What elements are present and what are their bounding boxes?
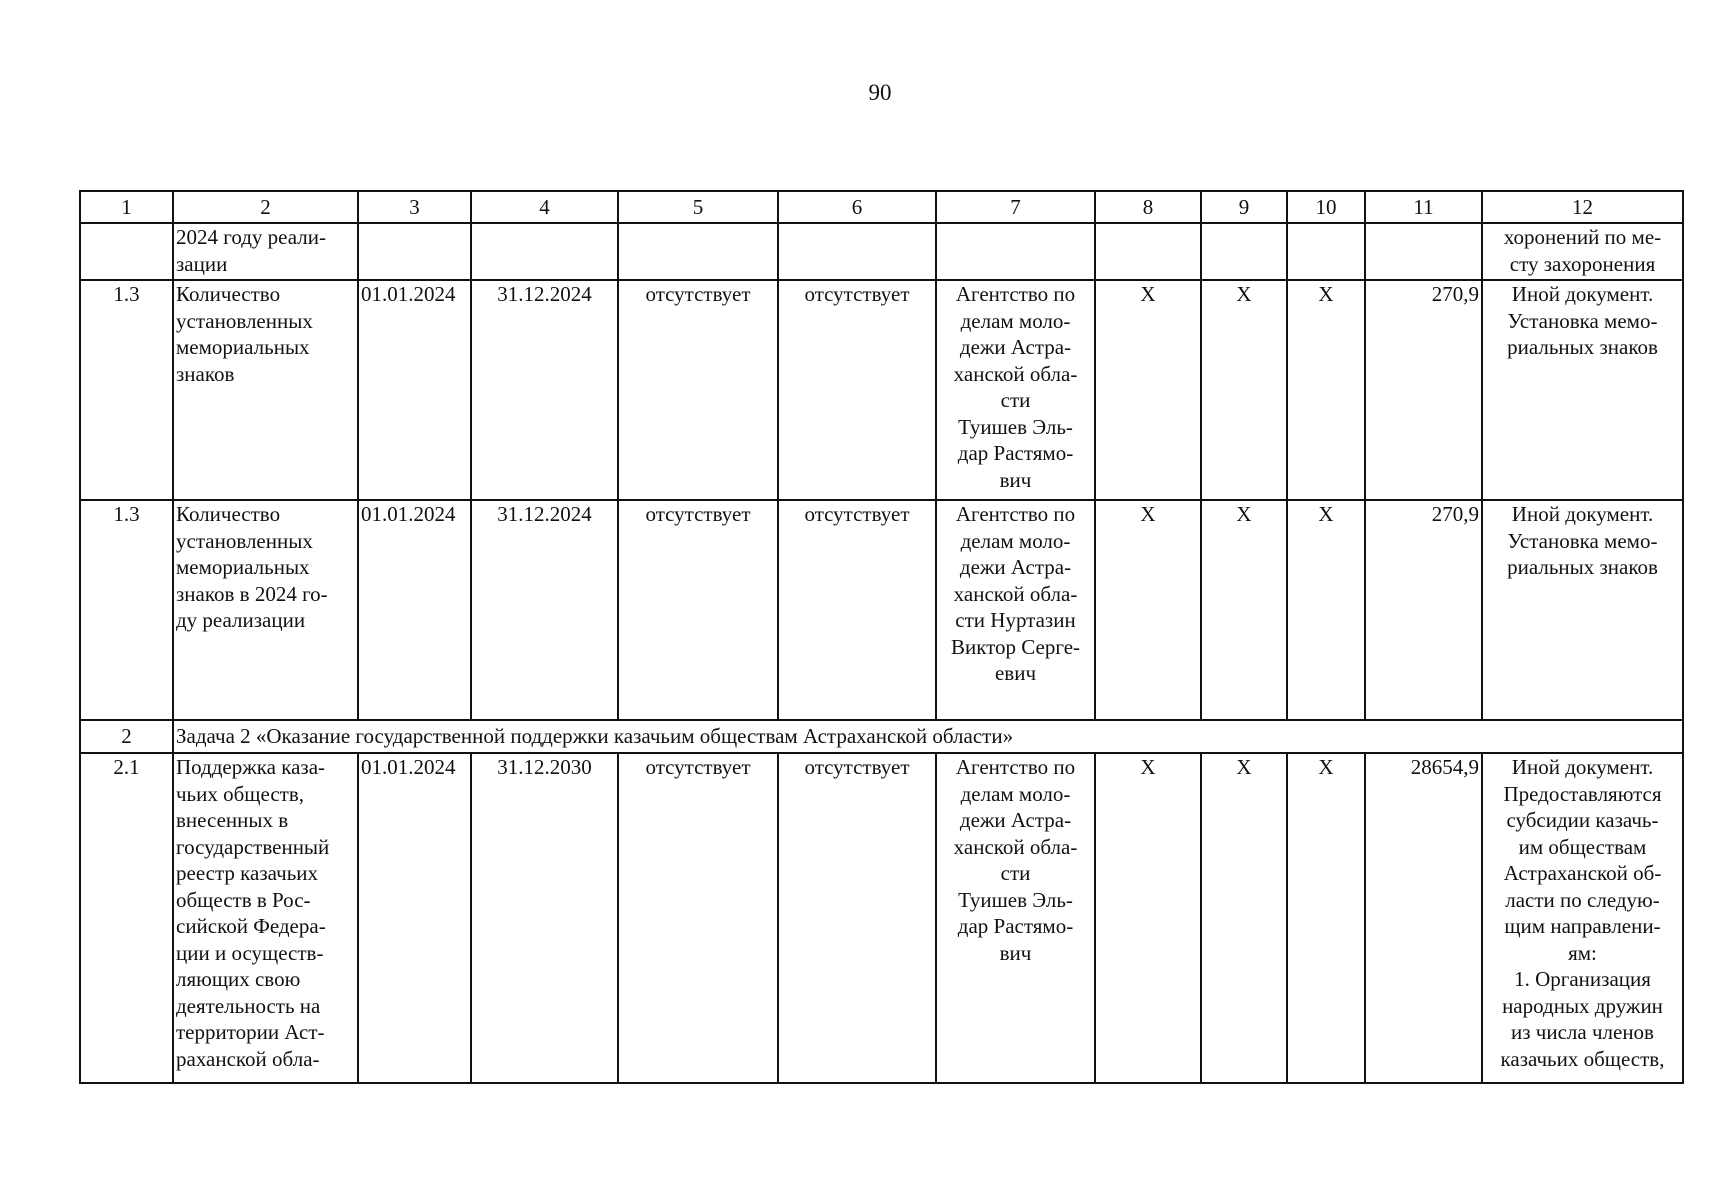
text-line: дар Растямо- [957,441,1074,465]
text-line: Количество [176,282,281,306]
text-line: 1. Организация [1514,967,1651,991]
text-line: ляющих свою [176,967,301,991]
text-line: делам моло- [960,308,1071,333]
col9-value: X [1201,753,1287,1083]
empty-cell [80,223,173,280]
row-number: 1.3 [80,500,173,720]
col9-value: X [1201,280,1287,500]
text-line: ям: [1568,940,1597,965]
column-number: 2 [173,191,358,223]
start-date: 01.01.2024 [358,500,471,720]
text-line: Иной документ. [1511,755,1654,779]
executor-cell [936,753,1095,1083]
col5-value: отсутствует [618,280,778,500]
text-line: Установка мемо- [1507,308,1658,333]
text-line: раханской обла- [176,1046,320,1071]
text-line: 2024 году реали- [176,225,326,249]
col10-value: X [1287,753,1365,1083]
text-line: Виктор Серге- [950,634,1081,659]
end-date: 31.12.2024 [471,280,618,500]
text-line: чьих обществ, [176,781,304,806]
row-number: 2.1 [80,753,173,1083]
text-line: Иной документ. [1511,282,1654,306]
text-line: сти [1000,388,1031,412]
text-line: ции и осуществ- [176,940,324,965]
column-number: 7 [936,191,1095,223]
amount-value: 270,9 [1365,500,1482,720]
col8-value: X [1095,753,1201,1083]
note-cell [1482,753,1683,1083]
text-line: щим направлени- [1504,914,1661,938]
text-line: казачьих обществ, [1500,1046,1665,1071]
start-date: 01.01.2024 [358,753,471,1083]
text-line: субсидии казачь- [1506,808,1659,832]
table-row [80,280,1683,500]
text-line: евич [994,661,1037,685]
empty-cell [358,223,471,280]
col10-value: X [1287,280,1365,500]
col8-value: X [1095,500,1201,720]
text-line: установленных [176,528,313,553]
text-line: зации [176,251,228,276]
continuation-row [80,223,1683,280]
text-line: реестр казачьих [176,861,319,885]
text-line: ханской обла- [953,361,1078,386]
column-number: 4 [471,191,618,223]
end-date: 31.12.2024 [471,500,618,720]
text-line: дежи Астра- [959,555,1072,579]
text-line: сти Нуртазин [955,608,1076,632]
text-line: Астраханской об- [1503,861,1662,885]
text-line: вич [999,467,1032,492]
text-line: обществ в Рос- [176,887,311,912]
column-number: 3 [358,191,471,223]
text-line: сийской Федера- [176,914,326,938]
text-line: установленных [176,308,313,333]
text-line: им обществам [1518,834,1647,859]
text-line: территории Аст- [176,1020,325,1044]
text-line: дежи Астра- [959,335,1072,359]
column-number: 1 [80,191,173,223]
activity-name-cell [173,753,358,1083]
text-line: мемориальных [176,335,310,359]
text-line: вич [999,940,1032,965]
col6-value: отсутствует [778,280,936,500]
executor-cell [936,500,1095,720]
empty-cell [936,223,1095,280]
column-number: 10 [1287,191,1365,223]
text-line: Количество [176,502,281,526]
text-line: ханской обла- [953,834,1078,859]
col6-value: отсутствует [778,500,936,720]
text-line: Агентство по [955,502,1076,526]
note-cell [1482,280,1683,500]
col6-value: отсутствует [778,753,936,1083]
activity-name-cell [173,500,358,720]
text-line: Туишев Эль- [958,414,1073,439]
empty-cell [618,223,778,280]
table-row [80,753,1683,1083]
column-number: 5 [618,191,778,223]
text-line: риальных знаков [1507,555,1658,579]
table-row [80,500,1683,720]
column-number: 6 [778,191,936,223]
text-line: делам моло- [960,528,1071,553]
program-table [79,190,1684,1084]
text-line: внесенных в [176,808,289,832]
text-line: сти [1000,861,1031,885]
column-number: 8 [1095,191,1201,223]
note-cell [1482,500,1683,720]
column-number: 9 [1201,191,1287,223]
text-line: из числа членов [1511,1020,1654,1044]
text-line: государственный [176,834,330,859]
text-line: дар Растямо- [957,914,1074,938]
task-row [80,720,1683,753]
end-date: 31.12.2030 [471,753,618,1083]
page-number: 90 [868,80,892,105]
start-date: 01.01.2024 [358,280,471,500]
column-number-row [80,191,1683,223]
text-line: хоронений по ме- [1503,225,1662,249]
text-line: ду реализации [176,608,306,632]
text-line: ханской обла- [953,581,1078,606]
text-line: ласти по следую- [1505,887,1660,912]
empty-cell [1365,223,1482,280]
empty-cell [1201,223,1287,280]
text-line: Предоставляются [1503,781,1662,806]
text-line: мемориальных [176,555,310,579]
task-number: 2 [80,720,173,753]
executor-cell [936,280,1095,500]
col5-value: отсутствует [618,500,778,720]
text-line: Поддержка каза- [176,755,326,779]
text-line: Установка мемо- [1507,528,1658,553]
amount-value: 270,9 [1365,280,1482,500]
column-number: 12 [1482,191,1683,223]
text-line: знаков [176,361,235,386]
text-line: дежи Астра- [959,808,1072,832]
text-line: деятельность на [176,993,321,1018]
text-line: Иной документ. [1511,502,1654,526]
amount-value: 28654,9 [1365,753,1482,1083]
col8-value: X [1095,280,1201,500]
activity-name-cell [173,223,358,280]
text-line: Туишев Эль- [958,887,1073,912]
empty-cell [471,223,618,280]
activity-name-cell [173,280,358,500]
text-line: сту захоронения [1509,251,1656,276]
column-number: 11 [1365,191,1482,223]
col9-value: X [1201,500,1287,720]
text-line: Агентство по [955,755,1076,779]
note-cell [1482,223,1683,280]
text-line: народных дружин [1502,993,1663,1018]
text-line: делам моло- [960,781,1071,806]
text-line: знаков в 2024 го- [176,581,328,606]
text-line: риальных знаков [1507,335,1658,359]
empty-cell [1095,223,1201,280]
col5-value: отсутствует [618,753,778,1083]
text-line: Агентство по [955,282,1076,306]
empty-cell [1287,223,1365,280]
task-title: Задача 2 «Оказание государственной поддержки казачьим обществам Астраханской области» [173,720,1683,753]
empty-cell [778,223,936,280]
col10-value: X [1287,500,1365,720]
row-number: 1.3 [80,280,173,500]
